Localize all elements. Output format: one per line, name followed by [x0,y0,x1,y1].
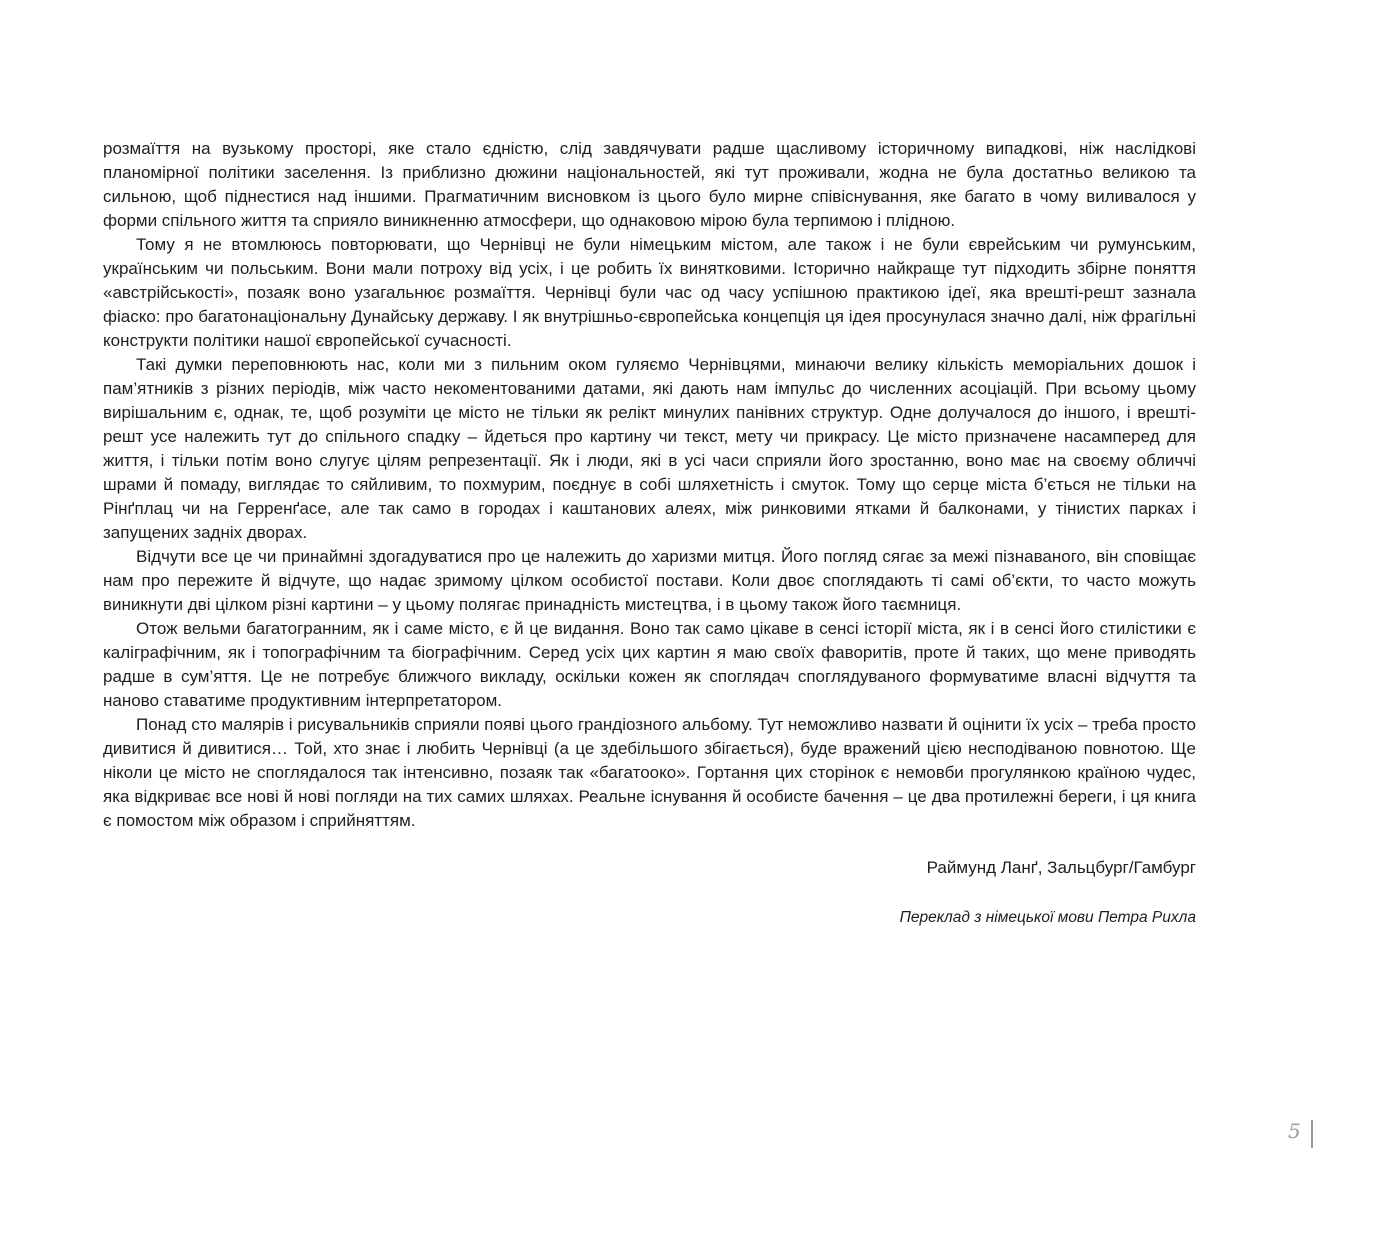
paragraph-6: Понад сто малярів і рисувальників сприяли появі цього грандіозного альбому. Тут неможливо назвати й оцінити їх усіх – треба просто дивитися й дивитися… Той, хто знає і любить Чернівці (а це здебільшого збігається), буде вражений цією несподіваною повнотою. Ще ніколи це місто не споглядалося так інтенсивно, позаяк так «багатооко». Гортання цих сторінок є немовби прогулянкою країною чудес, яка відкриває все нові й нові погляди на тих самих шляхах. Реальне існування й особисте бачення – це два протилежні береги, і ця книга є помостом між образом і сприйняттям. [103,715,1196,830]
article-text [103,137,1196,833]
paragraph-4: Відчути все це чи принаймні здогадуватися про це належить до харизми митця. Його погляд сягає за межі пізнаваного, він сповіщає нам про пережите й відчуте, що надає зримому цілком особистої постави. Коли двоє споглядають ті самі об’єкти, то часто можуть виникнути дві цілком різні картини – у цьому полягає принадність мистецтва, і в цьому також його таємниця. [103,547,1196,614]
page-number-rule [1311,1120,1313,1148]
paragraph-2: Тому я не втомлююсь повторювати, що Чернівці не були німецьким містом, але також і не були єврейським чи румунським, українським чи польським. Вони мали потроху від усіх, і це робить їх винятковими. Історично найкраще тут підходить збірне поняття «австрійськості», позаяк воно узагальнює розмаїття. Чернівці були час од часу успішною практикою ідеї, яка врешті-решт зазнала фіаско: про багатонаціональну Дунайську державу. І як внутрішньо-європейська концепція ця ідея просунулася значно далі, ніж фрагільні конструкти політики нашої європейської сучасності. [103,235,1196,350]
paragraph-3: Такі думки переповнюють нас, коли ми з пильним оком гуляємо Чернівцями, минаючи велику кількість меморіальних дошок і пам’ятників з різних періодів, між часто некоментованими датами, які дають нам імпульс до численних асоціацій. При всьому цьому вирішальним є, однак, те, щоб розуміти це місто не тільки як релікт минулих панівних структур. Одне долучалося до іншого, і врешті-решт усе належить тут до спільного спадку – йдеться про картину чи текст, мету чи прикрасу. Це місто призначене насамперед для життя, і тільки потім воно слугує цілям репрезентації. Як і люди, які в усі часи сприяли його зростанню, воно має на своєму обличчі шрами й помаду, виглядає то сяйливим, то похмурим, поєднує в собі шляхетність і смуток. Тому що серце міста б’ється не тільки на Рінґплац чи на Герренґасе, але так само в городах і каштанових алеях, між ринковими ятками й балконами, у тінистих парках і запущених задніх дворах. [103,355,1196,542]
author-signature: Раймунд Ланґ, Зальцбург/Гамбург [926,858,1196,877]
paragraph-5: Отож вельми багатогранним, як і саме місто, є й це видання. Воно так само цікаве в сенсі історії міста, як і в сенсі його стилістики є каліграфічним, як і топографічним та біографічним. Серед усіх цих картин я маю своїх фаворитів, проте й таких, що мене приводять радше в сум’яття. Це не потребує ближчого викладу, оскільки кожен як споглядач споглядуваного формуватиме власні відчуття та наново ставатиме продуктивним інтерпретатором. [103,619,1196,710]
translator-note: Переклад з німецької мови Петра Рихла [899,909,1196,926]
page-number: 5 [1288,1119,1301,1143]
paragraph-1: розмаїття на вузькому просторі, яке стало єдністю, слід завдячувати радше щасливому історичному випадкові, ніж наслідкові планомірної політики заселення. Із приблизно дюжини національностей, які тут проживали, жодна не була достатньо великою та сильною, щоб піднестися над іншими. Прагматичним висновком із цього було мирне співіснування, яке багато в чому виливалося у форми спільного життя та сприяло виникненню атмосфери, що однаковою мірою була терпимою і плідною. [103,139,1196,230]
